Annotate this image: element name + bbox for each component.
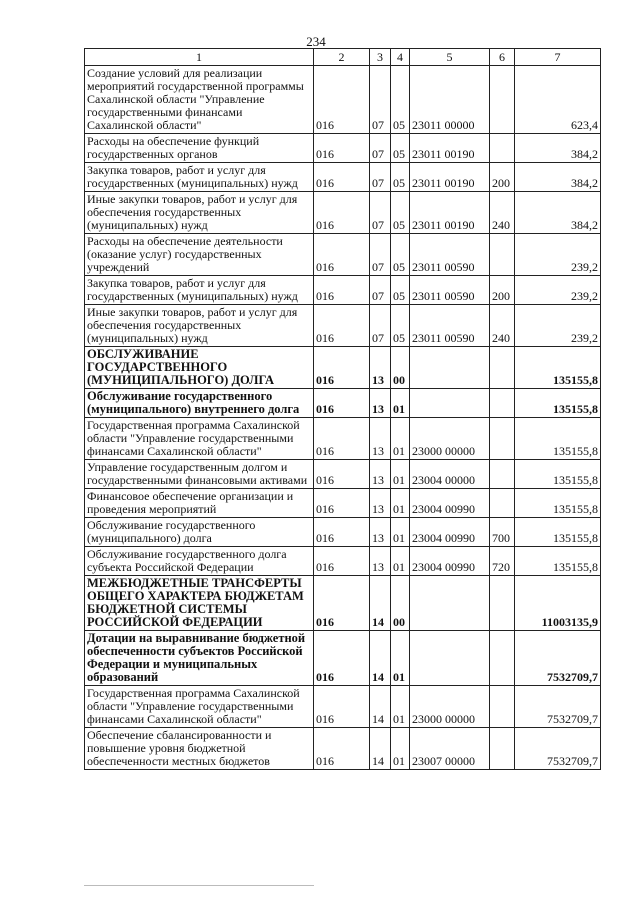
row-target-article bbox=[410, 389, 490, 418]
row-target-article: 23011 00590 bbox=[410, 276, 490, 305]
row-target-article: 23011 00590 bbox=[410, 305, 490, 347]
row-description: Иные закупки товаров, работ и услуг для обеспечения государственных (муниципальных) нужд bbox=[85, 192, 314, 234]
row-expense-type bbox=[490, 576, 515, 631]
row-expense-type: 240 bbox=[490, 305, 515, 347]
row-amount: 7532709,7 bbox=[515, 686, 601, 728]
row-amount: 623,4 bbox=[515, 66, 601, 134]
row-expense-type: 200 bbox=[490, 276, 515, 305]
row-target-article: 23011 00000 bbox=[410, 66, 490, 134]
row-description: Создание условий для реализации мероприятий государственной программы Сахалинской области "Управление государственными финансами Сахалинской области" bbox=[85, 66, 314, 134]
row-subsection: 01 bbox=[391, 631, 410, 686]
row-description: Управление государственным долгом и государственными финансовыми активами bbox=[85, 460, 314, 489]
table-row bbox=[85, 489, 601, 518]
table-row bbox=[85, 389, 601, 418]
row-admin-code: 016 bbox=[314, 66, 370, 134]
row-subsection: 05 bbox=[391, 234, 410, 276]
row-section: 07 bbox=[370, 276, 391, 305]
row-admin-code: 016 bbox=[314, 163, 370, 192]
row-description: Государственная программа Сахалинской области "Управление государственными финансами Сахалинской области" bbox=[85, 418, 314, 460]
row-expense-type bbox=[490, 418, 515, 460]
row-subsection: 00 bbox=[391, 347, 410, 389]
row-amount: 239,2 bbox=[515, 305, 601, 347]
row-target-article: 23007 00000 bbox=[410, 728, 490, 770]
row-admin-code: 016 bbox=[314, 389, 370, 418]
row-subsection: 00 bbox=[391, 576, 410, 631]
row-amount: 384,2 bbox=[515, 192, 601, 234]
row-section: 07 bbox=[370, 163, 391, 192]
row-admin-code: 016 bbox=[314, 305, 370, 347]
row-amount: 135155,8 bbox=[515, 389, 601, 418]
table-row bbox=[85, 728, 601, 770]
column-header: 5 bbox=[410, 49, 490, 66]
row-amount: 135155,8 bbox=[515, 460, 601, 489]
row-target-article: 23004 00990 bbox=[410, 547, 490, 576]
row-admin-code: 016 bbox=[314, 418, 370, 460]
row-subsection: 05 bbox=[391, 276, 410, 305]
row-admin-code: 016 bbox=[314, 347, 370, 389]
row-subsection: 05 bbox=[391, 163, 410, 192]
column-header: 4 bbox=[391, 49, 410, 66]
row-amount: 384,2 bbox=[515, 134, 601, 163]
row-section: 07 bbox=[370, 66, 391, 134]
row-target-article: 23004 00990 bbox=[410, 518, 490, 547]
row-amount: 384,2 bbox=[515, 163, 601, 192]
table-row bbox=[85, 66, 601, 134]
row-subsection: 01 bbox=[391, 547, 410, 576]
row-section: 13 bbox=[370, 389, 391, 418]
row-amount: 7532709,7 bbox=[515, 728, 601, 770]
footer-divider bbox=[84, 885, 314, 886]
column-header: 7 bbox=[515, 49, 601, 66]
row-amount: 239,2 bbox=[515, 276, 601, 305]
row-target-article: 23000 00000 bbox=[410, 686, 490, 728]
row-expense-type bbox=[490, 728, 515, 770]
row-section: 07 bbox=[370, 234, 391, 276]
row-expense-type bbox=[490, 686, 515, 728]
row-subsection: 01 bbox=[391, 518, 410, 547]
row-subsection: 01 bbox=[391, 389, 410, 418]
row-section: 07 bbox=[370, 192, 391, 234]
row-subsection: 01 bbox=[391, 418, 410, 460]
row-expense-type bbox=[490, 489, 515, 518]
row-section: 14 bbox=[370, 728, 391, 770]
row-expense-type bbox=[490, 631, 515, 686]
column-header: 6 bbox=[490, 49, 515, 66]
row-subsection: 05 bbox=[391, 305, 410, 347]
row-amount: 135155,8 bbox=[515, 347, 601, 389]
row-subsection: 05 bbox=[391, 192, 410, 234]
column-header: 2 bbox=[314, 49, 370, 66]
row-description: Закупка товаров, работ и услуг для государственных (муниципальных) нужд bbox=[85, 163, 314, 192]
row-target-article: 23011 00190 bbox=[410, 192, 490, 234]
row-subsection: 01 bbox=[391, 489, 410, 518]
row-section: 13 bbox=[370, 418, 391, 460]
table-row bbox=[85, 347, 601, 389]
row-description: Государственная программа Сахалинской области "Управление государственными финансами Сахалинской области" bbox=[85, 686, 314, 728]
row-target-article: 23000 00000 bbox=[410, 418, 490, 460]
table-row bbox=[85, 631, 601, 686]
row-admin-code: 016 bbox=[314, 276, 370, 305]
row-target-article: 23011 00590 bbox=[410, 234, 490, 276]
table-row bbox=[85, 518, 601, 547]
row-section: 07 bbox=[370, 134, 391, 163]
row-admin-code: 016 bbox=[314, 192, 370, 234]
row-admin-code: 016 bbox=[314, 518, 370, 547]
row-subsection: 01 bbox=[391, 460, 410, 489]
row-expense-type bbox=[490, 134, 515, 163]
row-subsection: 01 bbox=[391, 728, 410, 770]
row-target-article: 23004 00000 bbox=[410, 460, 490, 489]
row-admin-code: 016 bbox=[314, 728, 370, 770]
row-admin-code: 016 bbox=[314, 489, 370, 518]
row-section: 13 bbox=[370, 489, 391, 518]
table-row bbox=[85, 163, 601, 192]
row-admin-code: 016 bbox=[314, 686, 370, 728]
row-target-article bbox=[410, 347, 490, 389]
row-expense-type: 700 bbox=[490, 518, 515, 547]
table-row bbox=[85, 276, 601, 305]
row-description: Дотации на выравнивание бюджетной обеспеченности субъектов Российской Федерации и муниципальных образований bbox=[85, 631, 314, 686]
table-row bbox=[85, 686, 601, 728]
row-expense-type: 240 bbox=[490, 192, 515, 234]
row-subsection: 01 bbox=[391, 686, 410, 728]
row-description: Иные закупки товаров, работ и услуг для обеспечения государственных (муниципальных) нужд bbox=[85, 305, 314, 347]
row-admin-code: 016 bbox=[314, 576, 370, 631]
row-target-article bbox=[410, 631, 490, 686]
row-target-article: 23004 00990 bbox=[410, 489, 490, 518]
row-admin-code: 016 bbox=[314, 547, 370, 576]
row-target-article: 23011 00190 bbox=[410, 163, 490, 192]
table-row bbox=[85, 460, 601, 489]
row-target-article bbox=[410, 576, 490, 631]
row-admin-code: 016 bbox=[314, 631, 370, 686]
row-amount: 239,2 bbox=[515, 234, 601, 276]
row-target-article: 23011 00190 bbox=[410, 134, 490, 163]
column-header: 1 bbox=[85, 49, 314, 66]
row-description: Расходы на обеспечение деятельности (оказание услуг) государственных учреждений bbox=[85, 234, 314, 276]
row-section: 07 bbox=[370, 305, 391, 347]
row-expense-type bbox=[490, 389, 515, 418]
table-row bbox=[85, 192, 601, 234]
row-admin-code: 016 bbox=[314, 134, 370, 163]
budget-table bbox=[84, 48, 601, 770]
row-expense-type: 720 bbox=[490, 547, 515, 576]
row-section: 14 bbox=[370, 576, 391, 631]
row-description: ОБСЛУЖИВАНИЕ ГОСУДАРСТВЕННОГО (МУНИЦИПАЛЬНОГО) ДОЛГА bbox=[85, 347, 314, 389]
row-subsection: 05 bbox=[391, 66, 410, 134]
row-amount: 135155,8 bbox=[515, 518, 601, 547]
table-row bbox=[85, 234, 601, 276]
row-description: Обслуживание государственного (муниципального) внутреннего долга bbox=[85, 389, 314, 418]
row-expense-type bbox=[490, 347, 515, 389]
row-section: 13 bbox=[370, 347, 391, 389]
row-subsection: 05 bbox=[391, 134, 410, 163]
row-description: Обслуживание государственного (муниципального) долга bbox=[85, 518, 314, 547]
table-row bbox=[85, 305, 601, 347]
row-section: 14 bbox=[370, 631, 391, 686]
row-description: Расходы на обеспечение функций государственных органов bbox=[85, 134, 314, 163]
table-row bbox=[85, 576, 601, 631]
row-description: Финансовое обеспечение организации и проведения мероприятий bbox=[85, 489, 314, 518]
row-description: МЕЖБЮДЖЕТНЫЕ ТРАНСФЕРТЫ ОБЩЕГО ХАРАКТЕРА БЮДЖЕТАМ БЮДЖЕТНОЙ СИСТЕМЫ РОССИЙСКОЙ ФЕДЕРАЦИИ bbox=[85, 576, 314, 631]
row-expense-type: 200 bbox=[490, 163, 515, 192]
row-amount: 135155,8 bbox=[515, 489, 601, 518]
row-amount: 7532709,7 bbox=[515, 631, 601, 686]
row-admin-code: 016 bbox=[314, 460, 370, 489]
row-amount: 135155,8 bbox=[515, 547, 601, 576]
row-section: 13 bbox=[370, 518, 391, 547]
table-row bbox=[85, 134, 601, 163]
row-amount: 135155,8 bbox=[515, 418, 601, 460]
page-number: 234 bbox=[306, 34, 326, 49]
row-amount: 11003135,9 bbox=[515, 576, 601, 631]
table-row bbox=[85, 547, 601, 576]
row-expense-type bbox=[490, 234, 515, 276]
row-section: 13 bbox=[370, 460, 391, 489]
table-header-row bbox=[85, 49, 601, 66]
row-description: Обеспечение сбалансированности и повышение уровня бюджетной обеспеченности местных бюджетов bbox=[85, 728, 314, 770]
table-row bbox=[85, 418, 601, 460]
row-section: 13 bbox=[370, 547, 391, 576]
row-description: Закупка товаров, работ и услуг для государственных (муниципальных) нужд bbox=[85, 276, 314, 305]
row-expense-type bbox=[490, 460, 515, 489]
column-header: 3 bbox=[370, 49, 391, 66]
row-expense-type bbox=[490, 66, 515, 134]
row-admin-code: 016 bbox=[314, 234, 370, 276]
row-description: Обслуживание государственного долга субъекта Российской Федерации bbox=[85, 547, 314, 576]
row-section: 14 bbox=[370, 686, 391, 728]
